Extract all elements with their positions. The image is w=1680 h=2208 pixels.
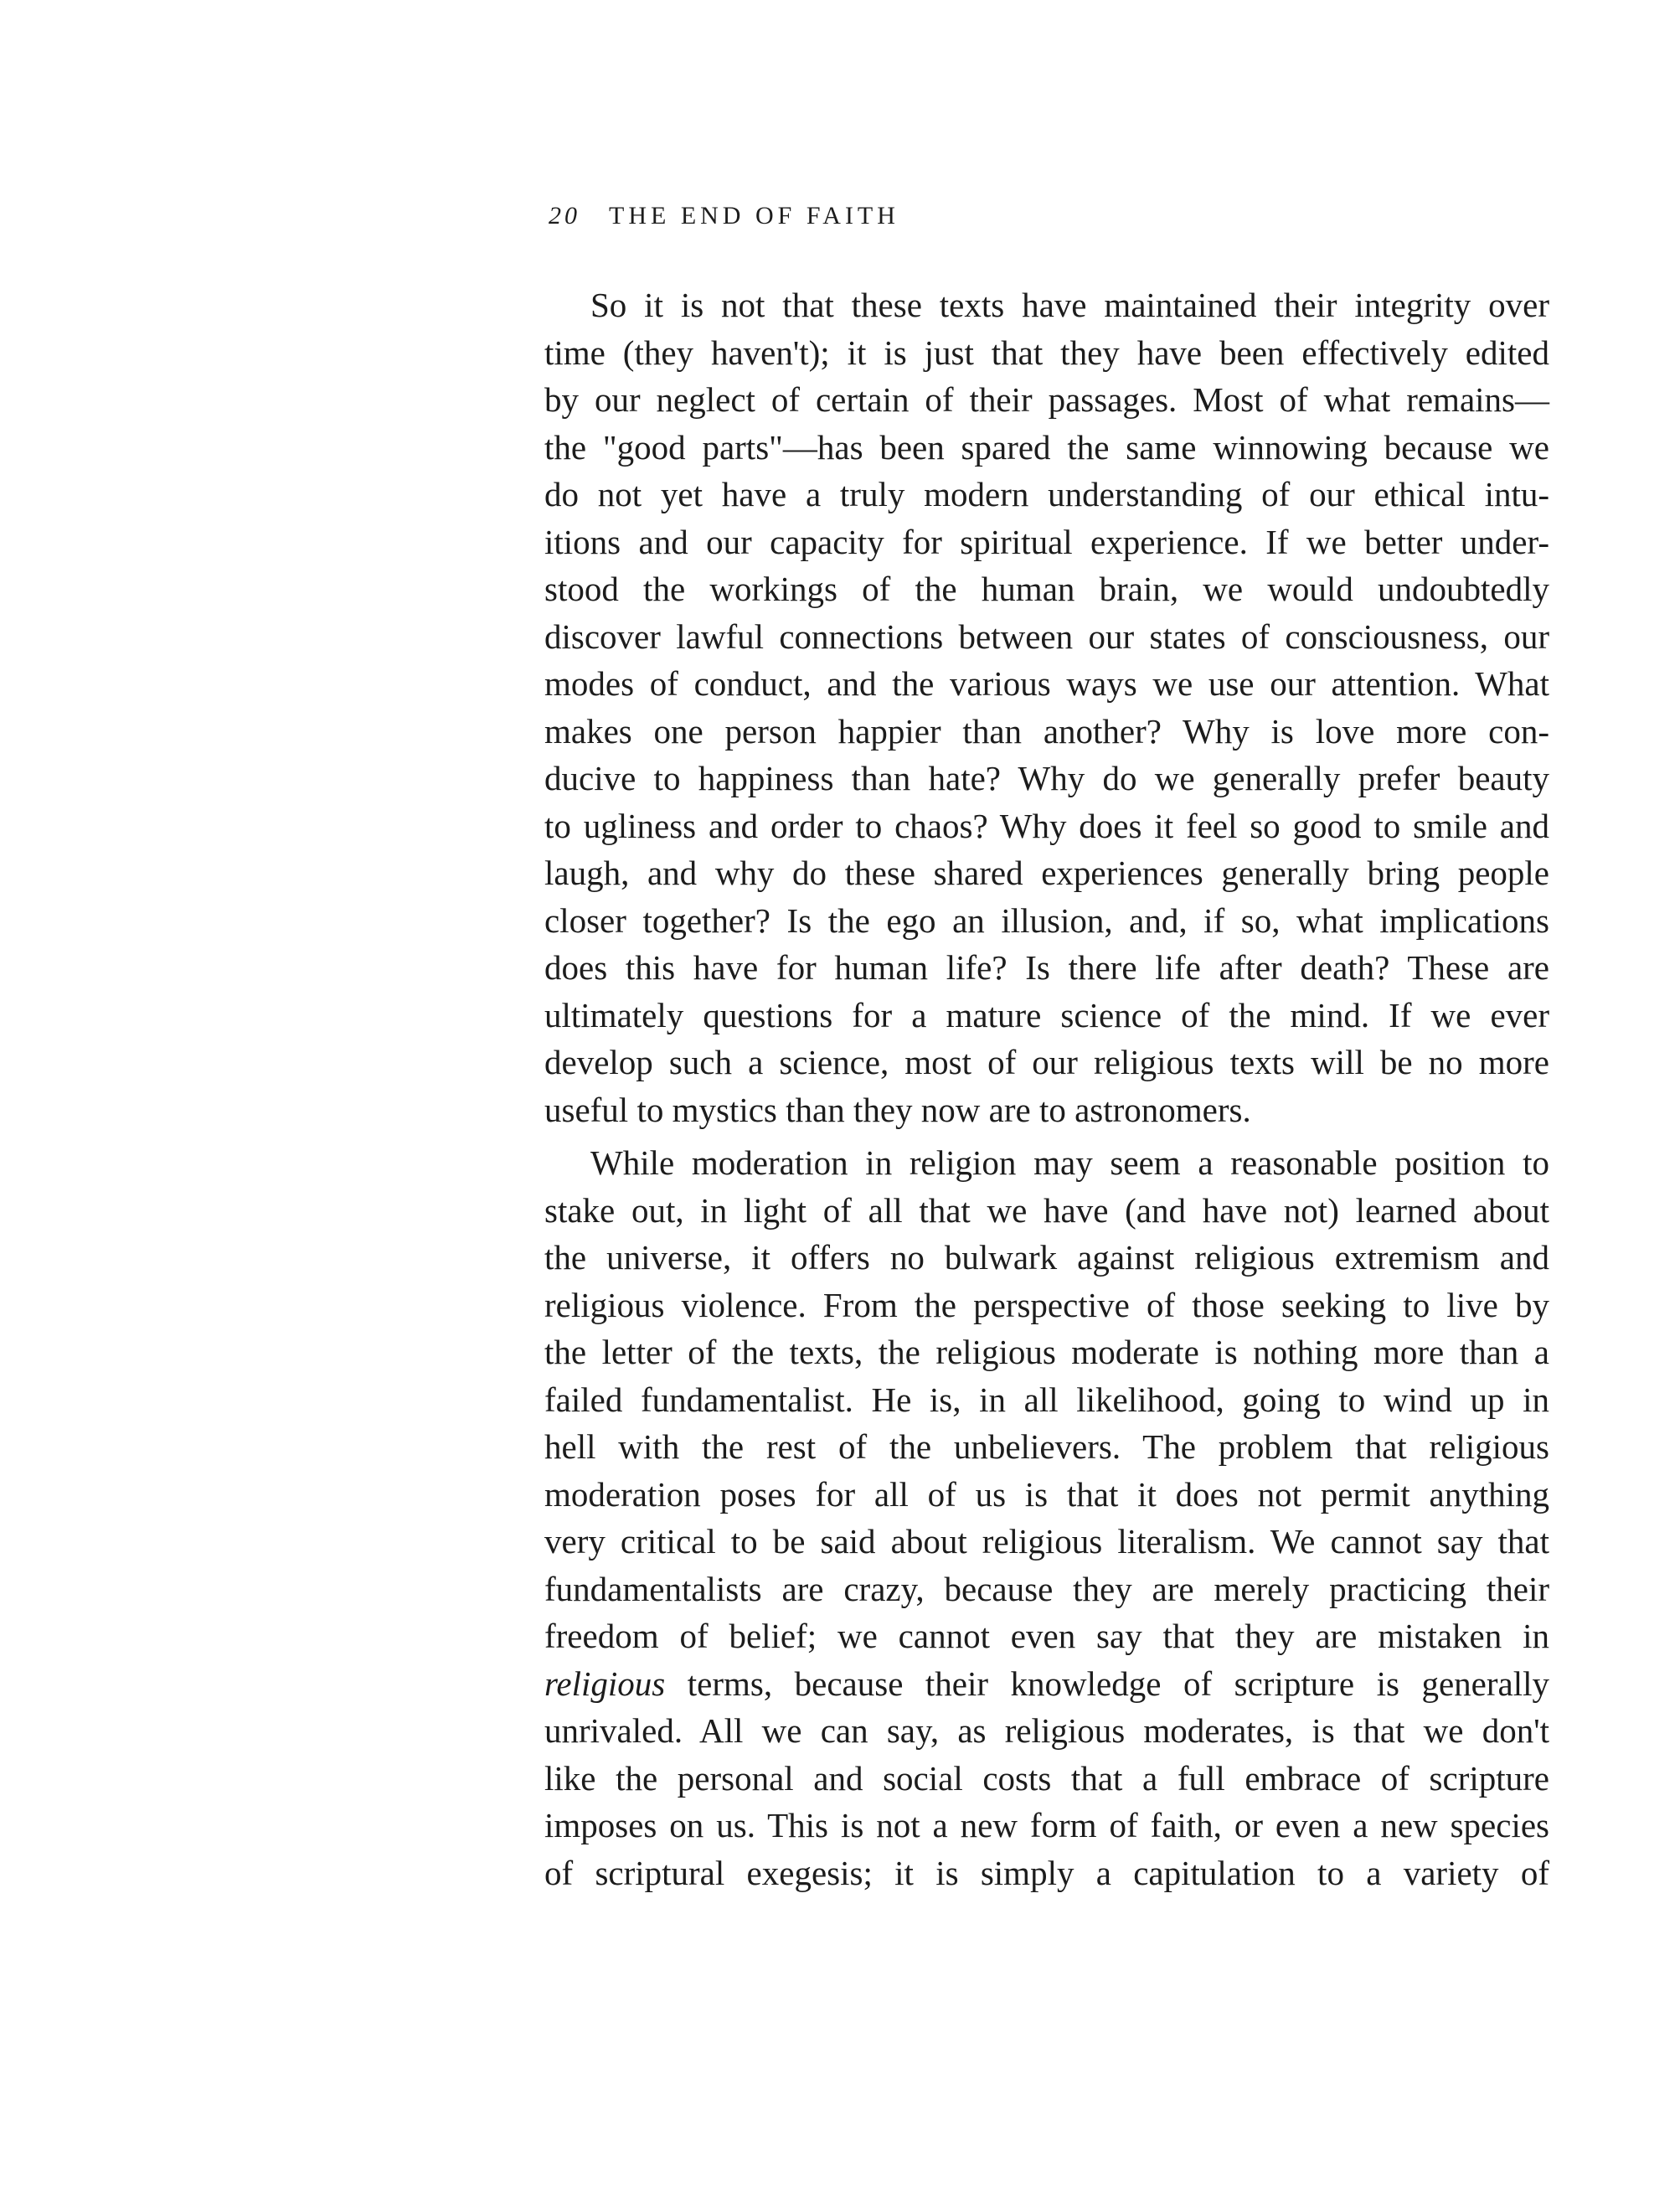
text-line: by our neglect of certain of their passages. Most of what remains— (544, 380, 1549, 419)
text-line: imposes on us. This is not a new form of faith, or even a new species (544, 1806, 1549, 1844)
text-line: useful to mystics than they now are to astronomers. (544, 1090, 1251, 1129)
text-line: discover lawful connections between our states of consciousness, our (544, 616, 1549, 656)
text-line: of scriptural exegesis; it is simply a capitulation to a variety of (544, 1853, 1549, 1892)
text-line: do not yet have a truly modern understanding of our ethical intu- (544, 475, 1549, 513)
text-line: fundamentalists are crazy, because they are merely practicing their (544, 1569, 1549, 1608)
page-number: 20 (549, 202, 580, 230)
text-line: time (they haven't); it is just that they have been effectively edited (544, 333, 1549, 372)
text-line: hell with the rest of the unbelievers. The problem that religious (544, 1427, 1549, 1466)
text-line: to ugliness and order to chaos? Why does it feel so good to smile and (544, 806, 1549, 845)
text-line: moderation poses for all of us is that it does not permit anything (544, 1474, 1549, 1514)
text-line: does this have for human life? Is there life after death? These are (544, 948, 1549, 987)
text-line: failed fundamentalist. He is, in all likelihood, going to wind up in (544, 1380, 1549, 1419)
text-line: While moderation in religion may seem a reasonable position to (590, 1143, 1549, 1182)
text-line: the "good parts"—has been spared the same winnowing because we (544, 427, 1549, 467)
text-line: unrivaled. All we can say, as religious moderates, is that we don't (544, 1711, 1549, 1750)
text-line: itions and our capacity for spiritual experience. If we better under- (544, 522, 1549, 561)
line-rest: terms, because their knowledge of scripture is generally (665, 1664, 1549, 1703)
text-line: like the personal and social costs that a full embrace of scripture (544, 1758, 1549, 1798)
text-line: freedom of belief; we cannot even say that they are mistaken in (544, 1617, 1549, 1655)
paragraph-1 (544, 281, 1549, 1133)
text-line: closer together? Is the ego an illusion, and, if so, what implications (544, 900, 1549, 940)
text-line: stood the workings of the human brain, we would undoubtedly (544, 570, 1549, 608)
text-line: modes of conduct, and the various ways we use our attention. What (544, 664, 1549, 703)
running-head (549, 201, 1554, 231)
book-title: THE END OF FAITH (609, 202, 899, 230)
text-line: ultimately questions for a mature science of the mind. If we ever (544, 995, 1549, 1034)
text-line: the universe, it offers no bulwark against religious extremism and (544, 1238, 1549, 1277)
italic-word: religious (544, 1664, 666, 1703)
text-line: develop such a science, most of our religious texts will be no more (544, 1043, 1549, 1081)
text-line: makes one person happier than another? Why is love more con- (544, 711, 1549, 751)
text-line: the letter of the texts, the religious moderate is nothing more than a (544, 1333, 1549, 1371)
paragraph-gap (544, 1133, 1549, 1139)
text-line: stake out, in light of all that we have (and have not) learned about (544, 1190, 1549, 1230)
body-text (544, 281, 1549, 1896)
text-line: very critical to be said about religious literalism. We cannot say that (544, 1522, 1549, 1561)
paragraph-2 (544, 1139, 1549, 1896)
text-line (544, 1660, 1549, 1708)
text-line: religious violence. From the perspective of those seeking to live by (544, 1285, 1549, 1324)
text-line: laugh, and why do these shared experiences generally bring people (544, 854, 1549, 892)
text-line: So it is not that these texts have maintained their integrity over (590, 286, 1549, 324)
text-line: ducive to happiness than hate? Why do we generally prefer beauty (544, 759, 1549, 797)
